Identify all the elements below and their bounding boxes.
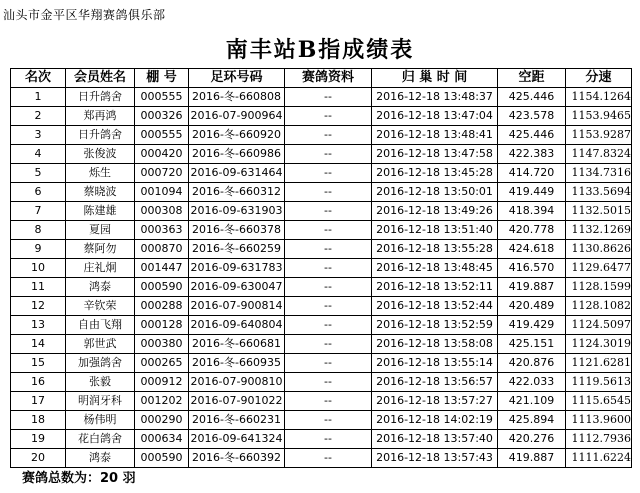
cell-ring-number: 2016-09-630047 xyxy=(189,278,285,297)
cell-pigeon-info: -- xyxy=(285,411,372,430)
cell-ring-number: 2016-07-900964 xyxy=(189,107,285,126)
results-table xyxy=(10,68,632,468)
cell-rank: 20 xyxy=(11,449,66,468)
cell-speed: 1124.3019 xyxy=(566,335,632,354)
table-row xyxy=(11,240,632,259)
table-row xyxy=(11,164,632,183)
cell-distance: 423.578 xyxy=(498,107,566,126)
cell-speed: 1128.1082 xyxy=(566,297,632,316)
header-return-time: 归 巢 时 间 xyxy=(372,69,498,88)
cell-member-name: 庄礼炯 xyxy=(66,259,135,278)
cell-distance: 424.618 xyxy=(498,240,566,259)
cell-loft-number: 000308 xyxy=(135,202,189,221)
cell-return-time: 2016-12-18 14:02:19 xyxy=(372,411,498,430)
cell-speed: 1129.6477 xyxy=(566,259,632,278)
cell-member-name: 辛钦荣 xyxy=(66,297,135,316)
cell-member-name: 郑再鸿 xyxy=(66,107,135,126)
cell-return-time: 2016-12-18 13:58:08 xyxy=(372,335,498,354)
cell-loft-number: 000420 xyxy=(135,145,189,164)
cell-distance: 416.570 xyxy=(498,259,566,278)
cell-ring-number: 2016-冬-660392 xyxy=(189,449,285,468)
cell-return-time: 2016-12-18 13:52:11 xyxy=(372,278,498,297)
cell-ring-number: 2016-冬-660681 xyxy=(189,335,285,354)
total-pigeons: 赛鸽总数为：20 羽 xyxy=(22,471,136,486)
club-name: 汕头市金平区华翔赛鸽俱乐部 xyxy=(3,8,166,22)
cell-speed: 1121.6281 xyxy=(566,354,632,373)
cell-speed: 1111.6224 xyxy=(566,449,632,468)
cell-speed: 1113.9600 xyxy=(566,411,632,430)
cell-member-name: 张毅 xyxy=(66,373,135,392)
cell-return-time: 2016-12-18 13:57:43 xyxy=(372,449,498,468)
cell-ring-number: 2016-09-631783 xyxy=(189,259,285,278)
cell-distance: 425.894 xyxy=(498,411,566,430)
table-row xyxy=(11,449,632,468)
cell-ring-number: 2016-09-631464 xyxy=(189,164,285,183)
table-row xyxy=(11,259,632,278)
cell-loft-number: 000912 xyxy=(135,373,189,392)
cell-pigeon-info: -- xyxy=(285,240,372,259)
table-row xyxy=(11,88,632,107)
cell-pigeon-info: -- xyxy=(285,335,372,354)
table-row xyxy=(11,316,632,335)
table-row xyxy=(11,183,632,202)
cell-return-time: 2016-12-18 13:57:27 xyxy=(372,392,498,411)
cell-ring-number: 2016-冬-660259 xyxy=(189,240,285,259)
cell-pigeon-info: -- xyxy=(285,430,372,449)
table-row xyxy=(11,354,632,373)
cell-rank: 7 xyxy=(11,202,66,221)
cell-speed: 1133.5694 xyxy=(566,183,632,202)
cell-return-time: 2016-12-18 13:45:28 xyxy=(372,164,498,183)
cell-pigeon-info: -- xyxy=(285,202,372,221)
cell-return-time: 2016-12-18 13:49:26 xyxy=(372,202,498,221)
cell-pigeon-info: -- xyxy=(285,392,372,411)
cell-rank: 18 xyxy=(11,411,66,430)
cell-distance: 419.429 xyxy=(498,316,566,335)
cell-rank: 17 xyxy=(11,392,66,411)
cell-ring-number: 2016-冬-660312 xyxy=(189,183,285,202)
cell-member-name: 张俊波 xyxy=(66,145,135,164)
cell-loft-number: 000555 xyxy=(135,126,189,145)
table-row xyxy=(11,202,632,221)
cell-member-name: 花白鸽舍 xyxy=(66,430,135,449)
cell-rank: 14 xyxy=(11,335,66,354)
cell-loft-number: 000590 xyxy=(135,449,189,468)
cell-return-time: 2016-12-18 13:55:28 xyxy=(372,240,498,259)
header-loft-number: 棚 号 xyxy=(135,69,189,88)
cell-member-name: 蔡晓波 xyxy=(66,183,135,202)
cell-distance: 419.449 xyxy=(498,183,566,202)
cell-loft-number: 000288 xyxy=(135,297,189,316)
cell-rank: 1 xyxy=(11,88,66,107)
cell-distance: 419.887 xyxy=(498,278,566,297)
cell-ring-number: 2016-09-631903 xyxy=(189,202,285,221)
cell-ring-number: 2016-冬-660935 xyxy=(189,354,285,373)
cell-pigeon-info: -- xyxy=(285,88,372,107)
cell-distance: 419.887 xyxy=(498,449,566,468)
cell-rank: 8 xyxy=(11,221,66,240)
cell-member-name: 烁生 xyxy=(66,164,135,183)
cell-loft-number: 000634 xyxy=(135,430,189,449)
cell-distance: 414.720 xyxy=(498,164,566,183)
cell-rank: 19 xyxy=(11,430,66,449)
cell-loft-number: 000326 xyxy=(135,107,189,126)
cell-speed: 1119.5613 xyxy=(566,373,632,392)
cell-pigeon-info: -- xyxy=(285,107,372,126)
cell-return-time: 2016-12-18 13:47:04 xyxy=(372,107,498,126)
cell-return-time: 2016-12-18 13:50:01 xyxy=(372,183,498,202)
page-title: 南丰站B指成绩表 xyxy=(225,37,415,63)
cell-pigeon-info: -- xyxy=(285,373,372,392)
table-body xyxy=(11,88,632,468)
cell-member-name: 杨伟明 xyxy=(66,411,135,430)
cell-rank: 5 xyxy=(11,164,66,183)
table-row xyxy=(11,107,632,126)
cell-loft-number: 000870 xyxy=(135,240,189,259)
cell-return-time: 2016-12-18 13:56:57 xyxy=(372,373,498,392)
cell-loft-number: 000380 xyxy=(135,335,189,354)
cell-loft-number: 000128 xyxy=(135,316,189,335)
table-row xyxy=(11,392,632,411)
cell-member-name: 鸿泰 xyxy=(66,278,135,297)
cell-pigeon-info: -- xyxy=(285,449,372,468)
cell-speed: 1153.9287 xyxy=(566,126,632,145)
cell-loft-number: 000590 xyxy=(135,278,189,297)
cell-ring-number: 2016-07-900810 xyxy=(189,373,285,392)
cell-speed: 1115.6545 xyxy=(566,392,632,411)
cell-loft-number: 000555 xyxy=(135,88,189,107)
cell-rank: 3 xyxy=(11,126,66,145)
cell-distance: 422.383 xyxy=(498,145,566,164)
cell-member-name: 日升鸽舍 xyxy=(66,126,135,145)
cell-distance: 425.446 xyxy=(498,126,566,145)
table-row xyxy=(11,430,632,449)
cell-member-name: 蔡阿勿 xyxy=(66,240,135,259)
cell-member-name: 加强鸽舍 xyxy=(66,354,135,373)
cell-pigeon-info: -- xyxy=(285,221,372,240)
cell-ring-number: 2016-冬-660920 xyxy=(189,126,285,145)
cell-ring-number: 2016-冬-660986 xyxy=(189,145,285,164)
cell-distance: 425.446 xyxy=(498,88,566,107)
cell-return-time: 2016-12-18 13:52:44 xyxy=(372,297,498,316)
cell-distance: 420.876 xyxy=(498,354,566,373)
cell-member-name: 陈建雄 xyxy=(66,202,135,221)
cell-ring-number: 2016-07-900814 xyxy=(189,297,285,316)
cell-loft-number: 000363 xyxy=(135,221,189,240)
cell-rank: 12 xyxy=(11,297,66,316)
cell-return-time: 2016-12-18 13:57:40 xyxy=(372,430,498,449)
header-distance: 空距 xyxy=(498,69,566,88)
cell-rank: 4 xyxy=(11,145,66,164)
cell-speed: 1154.1264 xyxy=(566,88,632,107)
header-ring-number: 足环号码 xyxy=(189,69,285,88)
cell-member-name: 日升鸽舍 xyxy=(66,88,135,107)
cell-rank: 10 xyxy=(11,259,66,278)
cell-return-time: 2016-12-18 13:55:14 xyxy=(372,354,498,373)
header-row xyxy=(11,69,632,88)
cell-member-name: 自由飞翔 xyxy=(66,316,135,335)
cell-speed: 1132.5015 xyxy=(566,202,632,221)
cell-rank: 15 xyxy=(11,354,66,373)
cell-rank: 11 xyxy=(11,278,66,297)
cell-rank: 6 xyxy=(11,183,66,202)
cell-return-time: 2016-12-18 13:48:45 xyxy=(372,259,498,278)
table-row xyxy=(11,221,632,240)
cell-pigeon-info: -- xyxy=(285,316,372,335)
cell-speed: 1112.7936 xyxy=(566,430,632,449)
cell-return-time: 2016-12-18 13:48:37 xyxy=(372,88,498,107)
cell-return-time: 2016-12-18 13:51:40 xyxy=(372,221,498,240)
cell-rank: 9 xyxy=(11,240,66,259)
cell-pigeon-info: -- xyxy=(285,297,372,316)
cell-loft-number: 001094 xyxy=(135,183,189,202)
cell-speed: 1132.1269 xyxy=(566,221,632,240)
header-rank: 名次 xyxy=(11,69,66,88)
cell-loft-number: 000720 xyxy=(135,164,189,183)
cell-ring-number: 2016-冬-660231 xyxy=(189,411,285,430)
cell-pigeon-info: -- xyxy=(285,126,372,145)
cell-distance: 421.109 xyxy=(498,392,566,411)
cell-loft-number: 000265 xyxy=(135,354,189,373)
cell-member-name: 鸿泰 xyxy=(66,449,135,468)
cell-speed: 1128.1599 xyxy=(566,278,632,297)
header-member-name: 会员姓名 xyxy=(66,69,135,88)
cell-ring-number: 2016-09-641324 xyxy=(189,430,285,449)
cell-pigeon-info: -- xyxy=(285,164,372,183)
header-speed: 分速 xyxy=(566,69,632,88)
cell-loft-number: 001447 xyxy=(135,259,189,278)
cell-pigeon-info: -- xyxy=(285,259,372,278)
cell-ring-number: 2016-09-640804 xyxy=(189,316,285,335)
table-row xyxy=(11,145,632,164)
table-row xyxy=(11,335,632,354)
cell-ring-number: 2016-07-901022 xyxy=(189,392,285,411)
header-pigeon-info: 赛鸽资料 xyxy=(285,69,372,88)
cell-return-time: 2016-12-18 13:48:41 xyxy=(372,126,498,145)
cell-pigeon-info: -- xyxy=(285,278,372,297)
cell-speed: 1153.9465 xyxy=(566,107,632,126)
cell-member-name: 夏园 xyxy=(66,221,135,240)
table-row xyxy=(11,126,632,145)
cell-pigeon-info: -- xyxy=(285,145,372,164)
cell-member-name: 明润牙科 xyxy=(66,392,135,411)
table-row xyxy=(11,278,632,297)
cell-return-time: 2016-12-18 13:47:58 xyxy=(372,145,498,164)
table-row xyxy=(11,411,632,430)
cell-speed: 1130.8626 xyxy=(566,240,632,259)
table-row xyxy=(11,297,632,316)
cell-rank: 2 xyxy=(11,107,66,126)
cell-distance: 420.276 xyxy=(498,430,566,449)
cell-pigeon-info: -- xyxy=(285,354,372,373)
cell-loft-number: 001202 xyxy=(135,392,189,411)
table-row xyxy=(11,373,632,392)
cell-distance: 425.151 xyxy=(498,335,566,354)
cell-ring-number: 2016-冬-660378 xyxy=(189,221,285,240)
cell-distance: 422.033 xyxy=(498,373,566,392)
cell-rank: 13 xyxy=(11,316,66,335)
cell-distance: 420.489 xyxy=(498,297,566,316)
cell-distance: 420.778 xyxy=(498,221,566,240)
cell-distance: 418.394 xyxy=(498,202,566,221)
cell-member-name: 郭世武 xyxy=(66,335,135,354)
cell-return-time: 2016-12-18 13:52:59 xyxy=(372,316,498,335)
cell-speed: 1124.5097 xyxy=(566,316,632,335)
cell-speed: 1134.7316 xyxy=(566,164,632,183)
cell-loft-number: 000290 xyxy=(135,411,189,430)
cell-ring-number: 2016-冬-660808 xyxy=(189,88,285,107)
cell-speed: 1147.8324 xyxy=(566,145,632,164)
cell-rank: 16 xyxy=(11,373,66,392)
cell-pigeon-info: -- xyxy=(285,183,372,202)
